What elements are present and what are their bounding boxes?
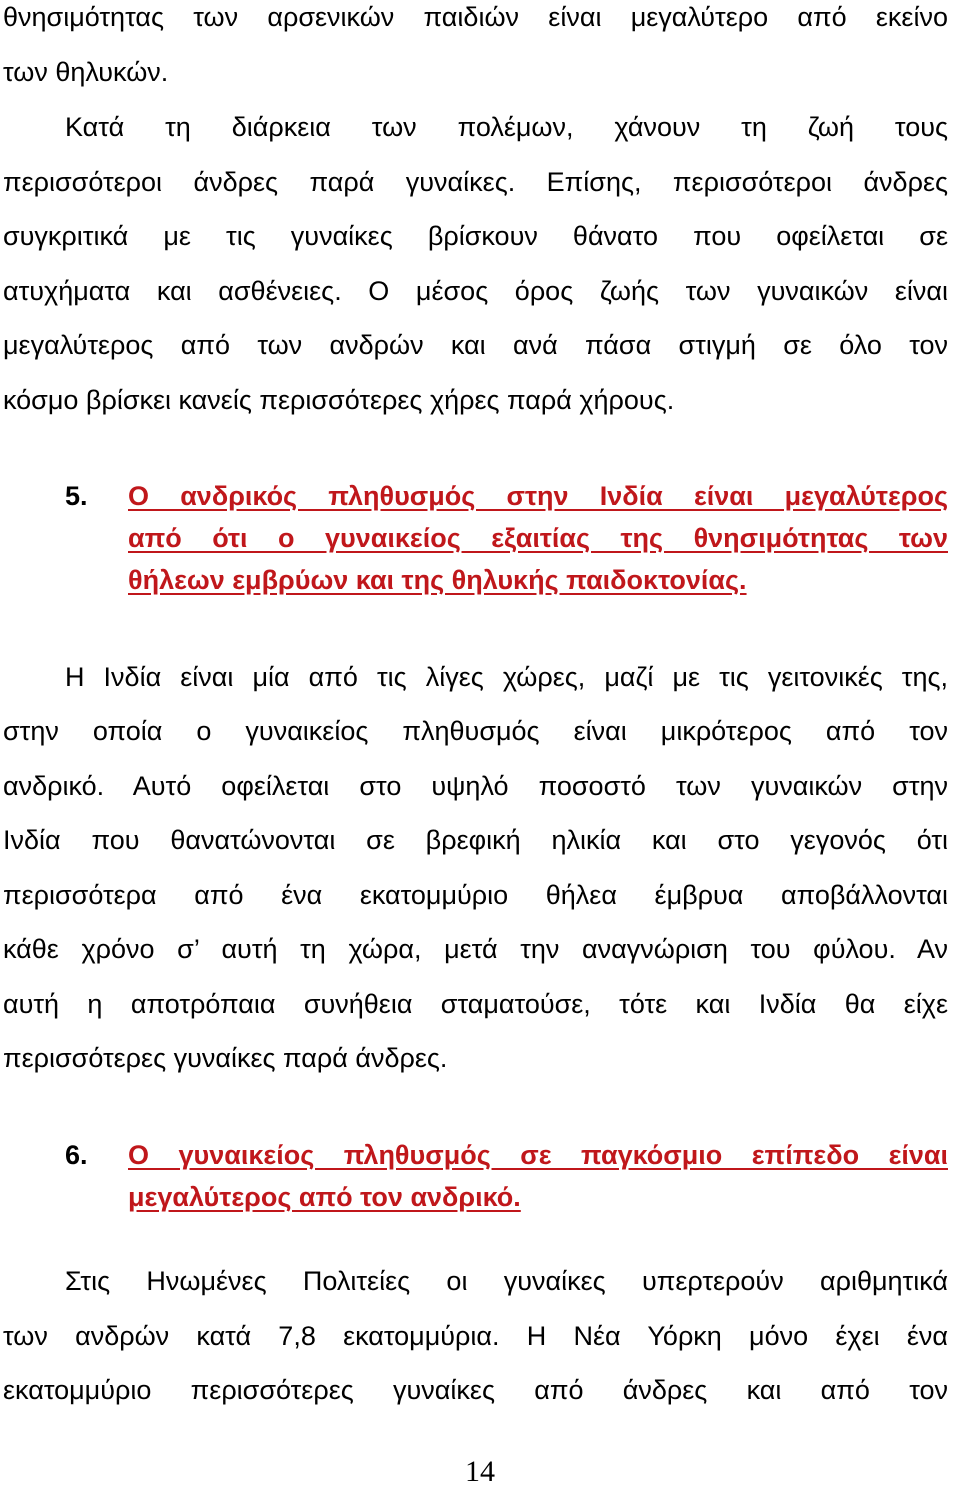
paragraph-line: στην οποία ο γυναικείος πληθυσμός είναι μικρότερος από τον [3,716,948,746]
paragraph-line: Ινδία που θανατώνονται σε βρεφική ηλικία και στο γεγονός ότι [3,825,948,855]
paragraph-line: Κατά τη διάρκεια των πολέμων, χάνουν τη ζωή τους [65,112,948,142]
heading-line: μεγαλύτερος από τον ανδρικό. [128,1182,521,1212]
paragraph-line: Στις Ηνωμένες Πολιτείες οι γυναίκες υπερτερούν αριθμητικά [65,1266,948,1296]
paragraph-line: εκατομμύριο περισσότερες γυναίκες από άνδρες και από τον [3,1375,948,1405]
paragraph-line: μεγαλύτερος από των ανδρών και ανά πάσα στιγμή σε όλο τον [3,330,948,360]
paragraph-line: περισσότερα από ένα εκατομμύριο θήλεα έμβρυα αποβάλλονται [3,880,948,910]
paragraph-line: θνησιμότητας των αρσενικών παιδιών είναι μεγαλύτερο από εκείνο [3,2,948,32]
heading-line: Ο γυναικείος πληθυσμός σε παγκόσμιο επίπεδο είναι [128,1140,948,1170]
paragraph-line: των ανδρών κατά 7,8 εκατομμύρια. Η Νέα Υόρκη μόνο έχει ένα [3,1321,948,1351]
paragraph-line: περισσότερες γυναίκες παρά άνδρες. [3,1043,448,1073]
page-number: 14 [465,1455,495,1488]
heading-number: 6. [65,1140,88,1170]
paragraph-line: ατυχήματα και ασθένειες. Ο μέσος όρος ζωής των γυναικών είναι [3,276,948,306]
heading-number: 5. [65,481,88,511]
paragraph-line: των θηλυκών. [3,57,169,87]
heading-line: Ο ανδρικός πληθυσμός στην Ινδία είναι μεγαλύτερος [128,481,948,511]
paragraph-line: αυτή η αποτρόπαια συνήθεια σταματούσε, τότε και Ινδία θα είχε [3,989,948,1019]
paragraph-line: περισσότεροι άνδρες παρά γυναίκες. Επίσης, περισσότεροι άνδρες [3,167,948,197]
paragraph-line: κάθε χρόνο σ’ αυτή τη χώρα, μετά την αναγνώριση του φύλου. Αν [3,934,948,964]
paragraph-line: ανδρικό. Αυτό οφείλεται στο υψηλό ποσοστό των γυναικών στην [3,771,948,801]
paragraph-line: Η Ινδία είναι μία από τις λίγες χώρες, μαζί με τις γειτονικές της, [65,662,948,692]
paragraph-line: κόσμο βρίσκει κανείς περισσότερες χήρες παρά χήρους. [3,385,675,415]
paragraph-line: συγκριτικά με τις γυναίκες βρίσκουν θάνατο που οφείλεται σε [3,221,948,251]
heading-line: από ότι ο γυναικείος εξαιτίας της θνησιμότητας των [128,523,948,553]
heading-line: θήλεων εμβρύων και της θηλυκής παιδοκτονίας. [128,565,747,595]
